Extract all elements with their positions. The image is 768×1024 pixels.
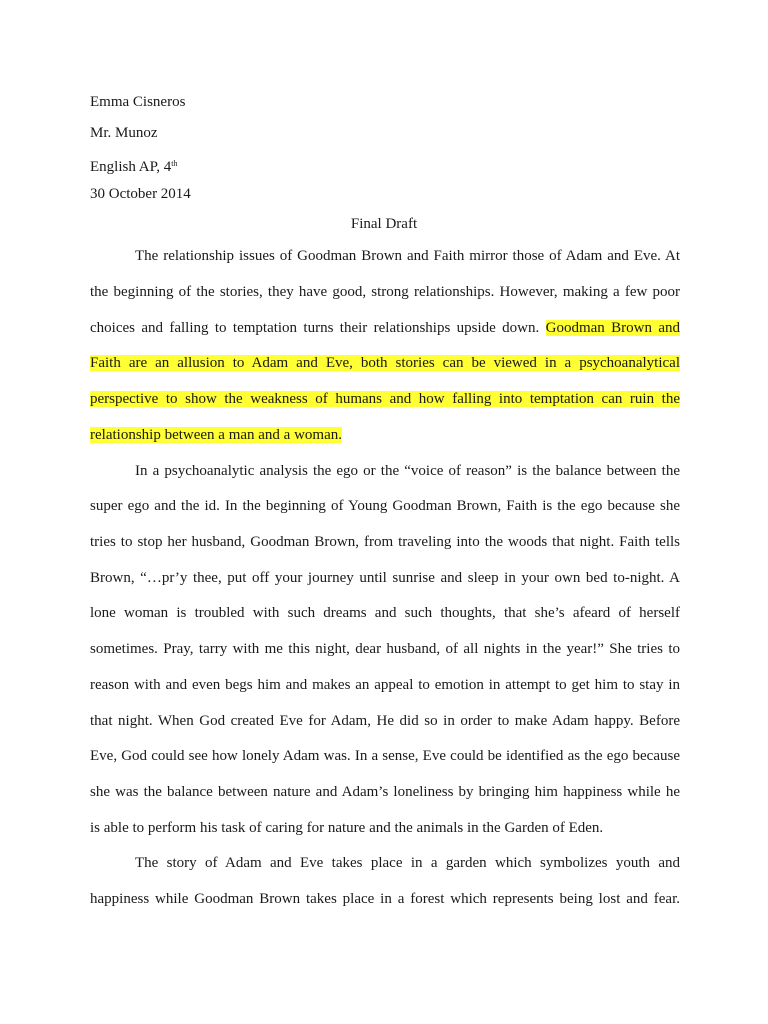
paragraph-2-line-5: lone woman is troubled with such dreams and such thoughts, that she’s afeard of herself <box>90 605 680 621</box>
paragraph-1-line-3 <box>90 318 680 338</box>
paragraph-1-line-3-text: choices and falling to temptation turns their relationships upside down. <box>90 320 540 336</box>
course-period-suffix: th <box>171 159 178 168</box>
paragraph-2-line-10: she was the balance between nature and Adam’s loneliness by bringing him happiness while he <box>90 784 680 800</box>
thesis-highlight-2: Faith are an allusion to Adam and Eve, both stories can be viewed in a psychoanalytical <box>90 355 680 371</box>
paragraph-2-line-8: that night. When God created Eve for Adam, He did so in order to make Adam happy. Before <box>90 713 680 729</box>
thesis-line-4 <box>90 425 680 445</box>
paragraph-2-line-1: In a psychoanalytic analysis the ego or the “voice of reason” is the balance between the <box>135 463 680 479</box>
author-name: Emma Cisneros <box>90 94 186 110</box>
thesis-highlight-start: Goodman Brown and <box>545 320 681 336</box>
paragraph-2-line-4: Brown, “…pr’y thee, put off your journey until sunrise and sleep in your own bed to-night. A <box>90 570 680 586</box>
paragraph-3-line-1: The story of Adam and Eve takes place in a garden which symbolizes youth and <box>135 855 680 871</box>
paragraph-2-line-7: reason with and even begs him and makes an appeal to emotion in attempt to get him to stay in <box>90 677 680 693</box>
paragraph-2-line-6: sometimes. Pray, tarry with me this night, dear husband, of all nights in the year!” She tries to <box>90 641 680 657</box>
date: 30 October 2014 <box>90 186 191 202</box>
paragraph-2-line-2: super ego and the id. In the beginning of Young Goodman Brown, Faith is the ego because she <box>90 498 680 514</box>
teacher-name: Mr. Munoz <box>90 125 158 141</box>
paragraph-3-line-2: happiness while Goodman Brown takes place in a forest which represents being lost and fear. <box>90 891 680 907</box>
thesis-line-2 <box>90 353 680 373</box>
thesis-line-3 <box>90 389 680 409</box>
course-info <box>90 154 178 177</box>
paragraph-2-line-9: Eve, God could see how lonely Adam was. In a sense, Eve could be identified as the ego because <box>90 748 680 764</box>
paragraph-1-line-2: the beginning of the stories, they have good, strong relationships. However, making a few poor <box>90 284 680 300</box>
thesis-highlight-3: perspective to show the weakness of humans and how falling into temptation can ruin the <box>90 391 680 407</box>
essay-title: Final Draft <box>350 216 418 232</box>
course-name: English AP, 4 <box>90 159 172 175</box>
paragraph-2-line-3: tries to stop her husband, Goodman Brown, from traveling into the woods that night. Faith tells <box>90 534 680 550</box>
paragraph-2-line-11: is able to perform his task of caring for nature and the animals in the Garden of Eden. <box>90 820 604 836</box>
thesis-highlight-4: relationship between a man and a woman. <box>90 427 342 443</box>
paragraph-1-line-1: The relationship issues of Goodman Brown and Faith mirror those of Adam and Eve. At <box>135 248 680 264</box>
